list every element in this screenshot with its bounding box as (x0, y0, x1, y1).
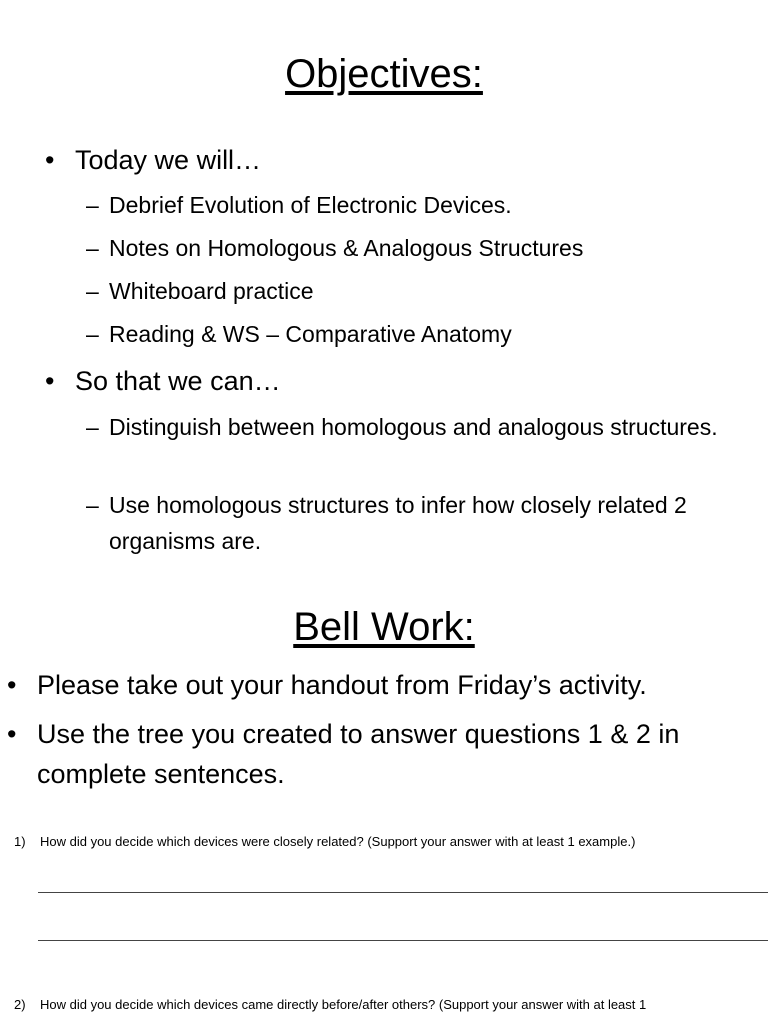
bell-work-item-handout: • Please take out your handout from Friday’s activity. (37, 665, 762, 705)
handout-question-2 (14, 996, 646, 1013)
sub-item-debrief: – Debrief Evolution of Electronic Devices. (109, 187, 749, 223)
bullet-label: Today we will… (75, 145, 262, 175)
dash-icon: – (86, 492, 99, 518)
bullet-icon: • (7, 719, 17, 749)
question-text: How did you decide which devices were closely related? (Support your answer with at least 1 example.) (40, 834, 636, 849)
dash-icon: – (86, 192, 99, 218)
objectives-title: Objectives: (285, 52, 483, 96)
sub-item-reading: – Reading & WS – Comparative Anatomy (109, 316, 749, 352)
sub-item-distinguish: – Distinguish between homologous and analogous structures. (109, 409, 739, 445)
sub-item-infer: – Use homologous structures to infer how closely related 2 organisms are. (109, 487, 739, 559)
handout-question-1 (14, 833, 635, 850)
sub-item-whiteboard: – Whiteboard practice (109, 273, 749, 309)
dash-icon: – (86, 414, 99, 440)
dash-icon: – (86, 278, 99, 304)
question-text: How did you decide which devices came directly before/after others? (Support your answer with at least 1 (40, 997, 647, 1012)
bell-work-item-tree: • Use the tree you created to answer questions 1 & 2 in complete sentences. (37, 714, 762, 794)
bullet-so-that-we-can (45, 365, 755, 397)
bullet-icon: • (45, 145, 55, 175)
answer-line (38, 892, 768, 893)
sub-item-notes: – Notes on Homologous & Analogous Structures (109, 230, 749, 266)
answer-line (38, 940, 768, 941)
bullet-icon: • (45, 366, 55, 396)
dash-icon: – (86, 235, 99, 261)
bell-work-title: Bell Work: (293, 605, 475, 649)
question-number: 1) (14, 834, 26, 849)
dash-icon: – (86, 321, 99, 347)
bullet-today-we-will (45, 144, 755, 176)
question-number: 2) (14, 997, 26, 1012)
bullet-label: So that we can… (75, 366, 281, 396)
bullet-icon: • (7, 670, 17, 700)
